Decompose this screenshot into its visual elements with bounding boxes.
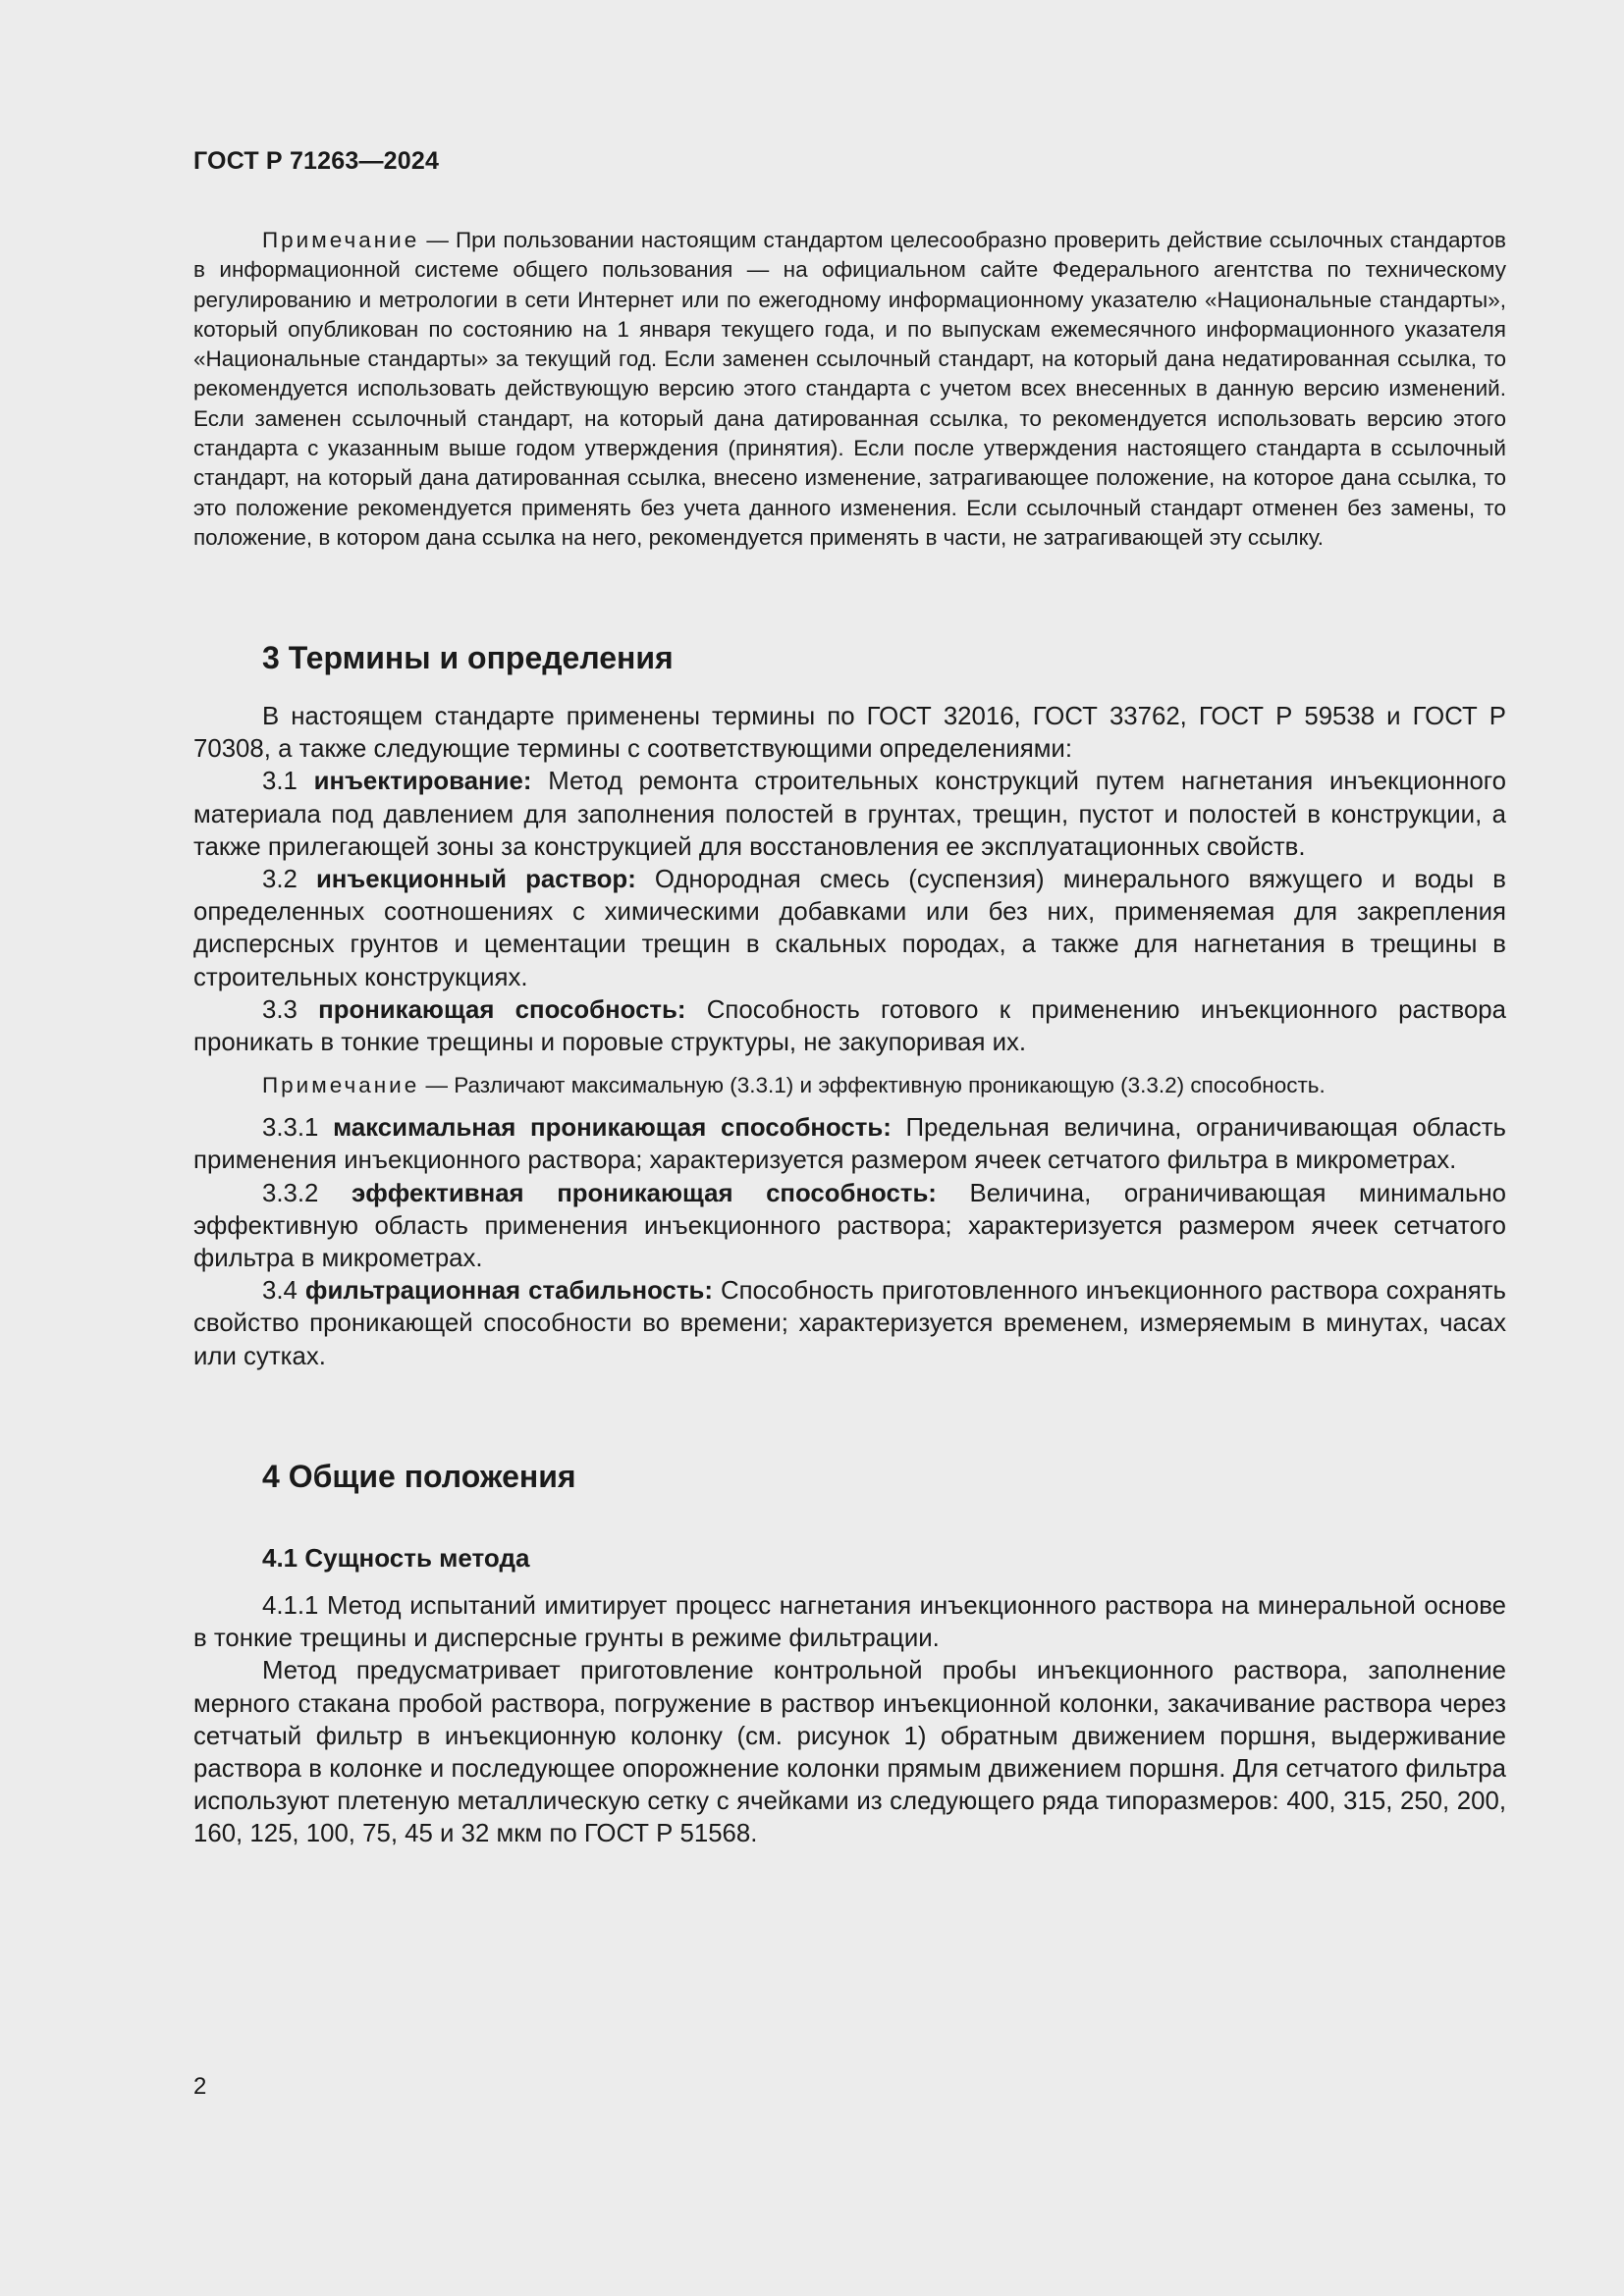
term-3-3-name: проникающая способность: [318, 995, 686, 1024]
section-3-intro: В настоящем стандарте применены термины по ГОСТ 32016, ГОСТ 33762, ГОСТ Р 59538 и ГОСТ Р 70308, а также следующие термины с соответствующими определениями: [193, 703, 1506, 764]
section-4-title: 4 Общие положения [262, 1459, 576, 1494]
section-3-title: 3 Термины и определения [262, 640, 674, 675]
term-3-4: 3.4 фильтрационная стабильность: Способность приготовленного инъекционного раствора сохранять свойство проникающей способности во времени; характеризуется временем, измеряемым в минутах, часах или сутках. [193, 1277, 1506, 1370]
term-3-3-1: 3.3.1 максимальная проникающая способность: Предельная величина, ограничивающая область применения инъекционного раствора; характеризуется размером ячеек сетчатого фильтра в микрометрах. [193, 1114, 1507, 1175]
section-4-body [193, 1590, 1506, 1851]
paragraph-4-1-1: 4.1.1 Метод испытаний имитирует процесс нагнетания инъекционного раствора на минеральной основе в тонкие трещины и дисперсные грунты в режиме фильтрации. [193, 1592, 1506, 1653]
paragraph-method: Метод предусматривает приготовление контрольной пробы инъекционного раствора, заполнение мерного стакана пробой раствора, погружение в раствор инъекционной колонки, закачивание раствора через сетчатый фильтр в инъекционную колонку (см. рисунок 1) обратным движением поршня, выдерживание раствора в колонке и последующее опорожнение колонки прямым движением поршня. Для сетчатого фильтра используют плетеную металлическую сетку с ячейками из следующего ряда типоразмеров: 400, 315, 250, 200, 160, 125, 100, 75, 45 и 32 мкм по ГОСТ Р 51568. [193, 1657, 1506, 1848]
term-3-1-name: инъектирование: [313, 768, 532, 796]
term-3-3-2-name: эффективная проникающая способность: [351, 1179, 937, 1207]
note-label: Примечание [262, 228, 420, 252]
term-3-2-name: инъекционный раствор: [315, 866, 636, 894]
reference-note [193, 226, 1506, 553]
subsection-4-1-title: 4.1 Сущность метода [262, 1543, 530, 1573]
term-3-3: 3.3 проникающая способность: Способность готового к применению инъекционного раствора проникать в тонкие трещины и поровые структуры, не закупоривая их. [193, 995, 1506, 1057]
page-number: 2 [193, 2073, 207, 2100]
note-text: При пользовании настоящим стандартом целесообразно проверить действие ссылочных стандартов в информационной системе общего пользования — на официальном сайте Федерального агентства по техническому регулированию и метрологии в сети Интернет или по ежегодному информационному указателю «Национальные стандарты», который опубликован по состоянию на 1 января текущего года, и по выпускам ежемесячного информационного указателя «Национальные стандарты» за текущий год. Если заменен ссылочный стандарт, на который дана недатированная ссылка, то рекомендуется использовать действующую версию этого стандарта с учетом всех внесенных в данную версию изменений. Если заменен ссылочный стандарт, на который дана датированная ссылка, то рекомендуется использовать версию этого стандарта с указанным выше годом утверждения (принятия). Если после утверждения настоящего стандарта в ссылочный стандарт, на который дана датированная ссылка, внесено изменение, затрагивающее положение, на которое дана ссылка, то это положение рекомендуется применять без учета данного изменения. Если ссылочный стандарт отменен без замены, то положение, в котором дана ссылка на него, рекомендуется применять в части, не затрагивающей эту ссылку. [193, 228, 1506, 550]
term-3-3-1-name: максимальная проникающая способность: [333, 1114, 892, 1143]
term-3-3-2: 3.3.2 эффективная проникающая способность: Величина, ограничивающая минимально эффективную область применения инъекционного раствора; характеризуется размером ячеек сетчатого фильтра в микрометрах. [193, 1179, 1506, 1273]
term-3-3-note: Примечание — Различают максимальную (3.3.1) и эффективную проникающую (3.3.2) способность. [262, 1073, 1326, 1098]
term-3-2: 3.2 инъекционный раствор: Однородная смесь (суспензия) минерального вяжущего и воды в определенных соотношениях с химическими добавками или без них, применяемая для закрепления дисперсных грунтов и цементации трещин в скальных породах, а также для нагнетания в трещины в строительных конструкциях. [193, 866, 1506, 991]
section-3-body [193, 701, 1506, 1373]
term-3-1: 3.1 инъектирование: Метод ремонта строительных конструкций путем нагнетания инъекционного материала под давлением для заполнения полостей в грунтах, трещин, пустот и полостей в конструкции, а также прилегающей зоны за конструкцией для восстановления ее эксплуатационных свойств. [193, 768, 1506, 861]
term-3-4-name: фильтрационная стабильность: [304, 1277, 713, 1306]
note-dash: — [419, 228, 456, 252]
document-code-header: ГОСТ Р 71263—2024 [193, 147, 440, 175]
